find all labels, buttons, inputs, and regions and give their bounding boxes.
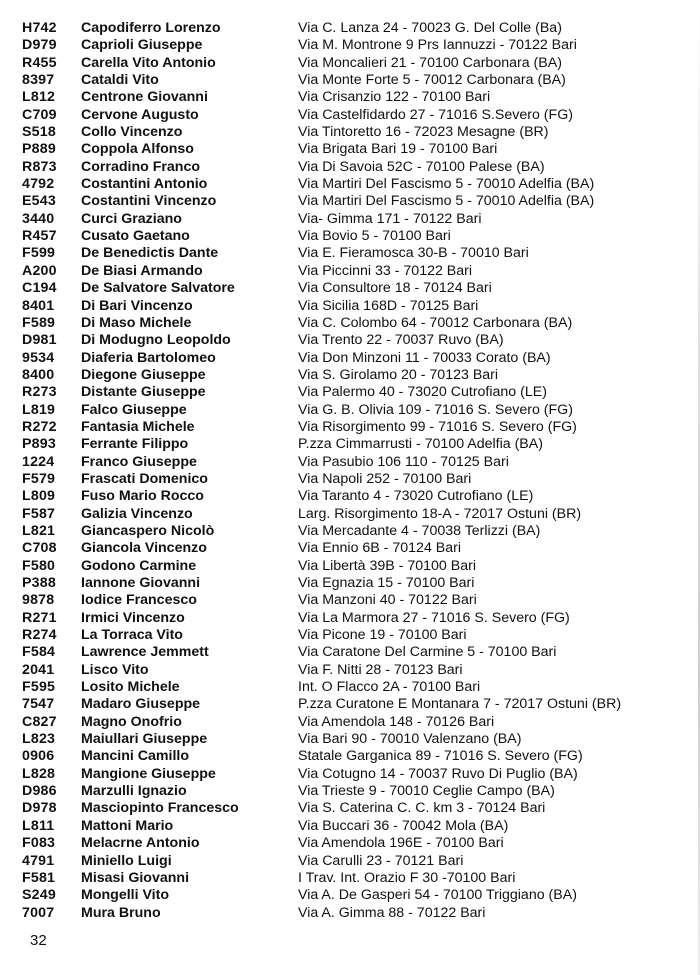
list-item [0, 471, 700, 488]
member-address: Via A. De Gasperi 54 - 70100 Triggiano (BA) [298, 887, 577, 904]
member-code: F587 [22, 505, 56, 522]
list-item [0, 193, 700, 210]
list-item [0, 783, 700, 800]
member-name: Caprioli Giuseppe [81, 37, 203, 54]
member-address: Via Buccari 36 - 70042 Mola (BA) [298, 817, 509, 834]
member-address: Via Martiri Del Fascismo 5 - 70010 Adelfia (BA) [298, 176, 595, 193]
member-code: P889 [22, 141, 56, 158]
list-item [0, 159, 700, 176]
list-item [0, 592, 700, 609]
member-code: F579 [22, 470, 56, 487]
list-item [0, 905, 700, 922]
member-code: 2041 [22, 661, 55, 678]
list-item [0, 72, 700, 89]
member-address: Via Manzoni 40 - 70122 Bari [298, 592, 477, 609]
member-code: L823 [22, 731, 56, 748]
member-code: H742 [22, 20, 57, 36]
member-address: Via Bari 90 - 70010 Valenzano (BA) [298, 731, 522, 748]
member-name: Frascati Domenico [81, 470, 208, 487]
list-item [0, 523, 700, 540]
member-code: E543 [22, 193, 56, 210]
member-address: Via Sicilia 168D - 70125 Bari [298, 297, 479, 314]
member-code: R457 [22, 228, 57, 245]
member-address: Via Egnazia 15 - 70100 Bari [298, 575, 475, 591]
list-item [0, 540, 700, 557]
list-item [0, 853, 700, 870]
member-code: L819 [22, 401, 56, 418]
member-address: Via La Marmora 27 - 71016 S. Severo (FG) [298, 609, 570, 626]
member-address: Via C. Lanza 24 - 70023 G. Del Colle (Ba) [298, 20, 562, 36]
member-address: Via Martiri Del Fascismo 5 - 70010 Adelfia (BA) [298, 193, 595, 210]
member-code: 1224 [22, 453, 55, 470]
member-name: Marzulli Ignazio [81, 783, 187, 800]
member-code: 0906 [22, 748, 55, 765]
member-name: Ferrante Filippo [81, 436, 189, 453]
member-address: Via Castelfidardo 27 - 71016 S.Severo (FG) [298, 106, 573, 123]
member-code: D979 [22, 37, 57, 54]
member-name: Di Modugno Leopoldo [81, 332, 231, 349]
member-name: Fantasia Michele [81, 418, 195, 435]
member-code: S249 [22, 887, 56, 904]
member-address: Via F. Nitti 28 - 70123 Bari [298, 661, 463, 678]
member-code: F584 [22, 644, 56, 661]
member-address: Via Amendola 196E - 70100 Bari [298, 835, 504, 852]
member-code: R273 [22, 384, 57, 401]
member-code: D978 [22, 800, 57, 817]
member-code: D986 [22, 783, 57, 800]
member-code: C709 [22, 106, 57, 123]
member-address: Via Amendola 148 - 70126 Bari [298, 713, 495, 730]
member-name: De Benedictis Dante [81, 245, 219, 262]
member-name: De Biasi Armando [81, 262, 203, 279]
member-code: R271 [22, 609, 57, 626]
member-name: Falco Giuseppe [81, 401, 187, 418]
member-address: Larg. Risorgimento 18-A - 72017 Ostuni (BR) [298, 505, 582, 522]
list-item [0, 627, 700, 644]
list-item [0, 402, 700, 419]
member-code: L812 [22, 89, 56, 106]
list-item [0, 228, 700, 245]
list-item [0, 488, 700, 505]
list-item [0, 575, 700, 592]
list-item [0, 835, 700, 852]
member-code: 4792 [22, 176, 55, 193]
list-item [0, 332, 700, 349]
member-name: Iodice Francesco [81, 592, 197, 609]
member-address: Via Taranto 4 - 73020 Cutrofiano (LE) [298, 488, 534, 505]
member-name: Diaferia Bartolomeo [81, 349, 216, 366]
list-item [0, 176, 700, 193]
member-address: Via Ennio 6B - 70124 Bari [298, 540, 462, 557]
member-code: C827 [22, 713, 57, 730]
member-address: P.zza Cimmarrusti - 70100 Adelfia (BA) [298, 436, 543, 453]
list-item [0, 350, 700, 367]
list-item [0, 436, 700, 453]
list-item [0, 20, 700, 37]
member-name: Mancini Camillo [81, 748, 189, 765]
list-item [0, 887, 700, 904]
member-name: Maiullari Giuseppe [81, 731, 208, 748]
member-list [0, 20, 700, 922]
member-code: 7547 [22, 696, 55, 713]
list-item [0, 506, 700, 523]
member-address: Via G. B. Olivia 109 - 71016 S. Severo (FG) [298, 401, 573, 418]
list-item [0, 89, 700, 106]
member-name: Curci Graziano [81, 210, 182, 227]
member-address: Via S. Caterina C. C. km 3 - 70124 Bari [298, 800, 546, 817]
member-address: Via Don Minzoni 11 - 70033 Corato (BA) [298, 349, 551, 366]
list-item [0, 662, 700, 679]
member-code: D981 [22, 332, 57, 349]
member-name: Losito Michele [81, 679, 180, 696]
list-item [0, 280, 700, 297]
member-code: F595 [22, 679, 56, 696]
list-item [0, 419, 700, 436]
member-code: 8401 [22, 297, 55, 314]
member-name: Cusato Gaetano [81, 228, 190, 245]
list-item [0, 731, 700, 748]
member-address: Via Trieste 9 - 70010 Ceglie Campo (BA) [298, 783, 555, 800]
member-address: Via- Gimma 171 - 70122 Bari [298, 210, 482, 227]
member-name: Corradino Franco [81, 158, 201, 175]
member-name: Di Maso Michele [81, 314, 192, 331]
member-address: Statale Garganica 89 - 71016 S. Severo (FG) [298, 748, 583, 765]
member-code: 8397 [22, 72, 55, 89]
member-name: Franco Giuseppe [81, 453, 197, 470]
member-code: F580 [22, 557, 56, 574]
member-name: Melacrne Antonio [81, 835, 200, 852]
member-code: S518 [22, 124, 56, 141]
member-name: Godono Carmine [81, 557, 197, 574]
member-address: Via Napoli 252 - 70100 Bari [298, 470, 472, 487]
member-address: Via Cotugno 14 - 70037 Ruvo Di Puglio (BA) [298, 765, 578, 782]
member-address: P.zza Curatone E Montanara 7 - 72017 Ostuni (BR) [298, 696, 622, 713]
member-name: Madaro Giuseppe [81, 696, 201, 713]
list-item [0, 298, 700, 315]
member-code: 4791 [22, 852, 55, 869]
member-name: La Torraca Vito [81, 627, 183, 644]
list-item [0, 315, 700, 332]
list-item [0, 245, 700, 262]
member-address: Via Picone 19 - 70100 Bari [298, 627, 467, 644]
list-item [0, 748, 700, 765]
member-address: Via Risorgimento 99 - 71016 S. Severo (FG) [298, 418, 577, 435]
member-address: Via C. Colombo 64 - 70012 Carbonara (BA) [298, 314, 573, 331]
member-name: Capodiferro Lorenzo [81, 20, 221, 36]
member-code: R274 [22, 627, 57, 644]
member-name: Diegone Giuseppe [81, 366, 206, 383]
member-name: Magno Onofrio [81, 713, 182, 730]
member-code: P893 [22, 436, 56, 453]
list-item [0, 211, 700, 228]
member-address: I Trav. Int. Orazio F 30 -70100 Bari [298, 869, 516, 886]
member-code: 9534 [22, 349, 55, 366]
member-address: Via Pasubio 106 110 - 70125 Bari [298, 453, 509, 470]
member-name: Miniello Luigi [81, 852, 172, 869]
member-name: Mura Bruno [81, 904, 161, 921]
member-name: Cervone Augusto [81, 106, 199, 123]
member-name: Lisco Vito [81, 661, 149, 678]
member-address: Via Caratone Del Carmine 5 - 70100 Bari [298, 644, 557, 661]
member-code: 8400 [22, 366, 55, 383]
member-address: Via Consultore 18 - 70124 Bari [298, 280, 492, 297]
member-code: 7007 [22, 904, 55, 921]
member-name: Coppola Alfonso [81, 141, 194, 158]
member-address: Via Tintoretto 16 - 72023 Mesagne (BR) [298, 124, 549, 141]
list-item [0, 558, 700, 575]
member-address: Via Monte Forte 5 - 70012 Carbonara (BA) [298, 72, 566, 89]
member-name: Distante Giuseppe [81, 384, 206, 401]
list-item [0, 454, 700, 471]
member-code: C708 [22, 540, 57, 557]
member-code: R272 [22, 418, 57, 435]
page-number: 32 [30, 932, 47, 949]
list-item [0, 55, 700, 72]
member-code: P388 [22, 575, 56, 591]
member-name: Iannone Giovanni [81, 575, 201, 591]
member-address: Via A. Gimma 88 - 70122 Bari [298, 904, 486, 921]
member-name: Cataldi Vito [81, 72, 159, 89]
member-code: F083 [22, 835, 56, 852]
member-name: Centrone Giovanni [81, 89, 208, 106]
member-address: Via Bovio 5 - 70100 Bari [298, 228, 451, 245]
member-name: Mongelli Vito [81, 887, 170, 904]
member-name: Masciopinto Francesco [81, 800, 239, 817]
member-name: De Salvatore Salvatore [81, 280, 235, 297]
member-address: Int. O Flacco 2A - 70100 Bari [298, 679, 481, 696]
member-name: Galizia Vincenzo [81, 505, 193, 522]
member-address: Via Crisanzio 122 - 70100 Bari [298, 89, 491, 106]
member-code: 3440 [22, 210, 55, 227]
member-name: Collo Vincenzo [81, 124, 183, 141]
list-item [0, 714, 700, 731]
member-name: Fuso Mario Rocco [81, 488, 204, 505]
list-item [0, 124, 700, 141]
list-item [0, 107, 700, 124]
member-address: Via Di Savoia 52C - 70100 Palese (BA) [298, 158, 545, 175]
member-name: Di Bari Vincenzo [81, 297, 193, 314]
member-name: Carella Vito Antonio [81, 54, 216, 71]
list-item [0, 696, 700, 713]
list-item [0, 610, 700, 627]
member-name: Giancaspero Nicolò [81, 522, 215, 539]
member-code: 9878 [22, 592, 55, 609]
member-name: Giancola Vincenzo [81, 540, 207, 557]
member-code: F599 [22, 245, 56, 262]
member-name: Mattoni Mario [81, 817, 174, 834]
list-item [0, 800, 700, 817]
member-name: Irmici Vincenzo [81, 609, 185, 626]
member-name: Lawrence Jemmett [81, 644, 209, 661]
member-code: F581 [22, 869, 56, 886]
member-code: L828 [22, 765, 56, 782]
member-code: L811 [22, 817, 55, 834]
member-code: R455 [22, 54, 57, 71]
list-item [0, 679, 700, 696]
list-item [0, 766, 700, 783]
list-item [0, 818, 700, 835]
member-address: Via Moncalieri 21 - 70100 Carbonara (BA) [298, 54, 562, 71]
list-item [0, 644, 700, 661]
member-code: F589 [22, 314, 56, 331]
list-item [0, 141, 700, 158]
member-code: L821 [22, 522, 56, 539]
list-item [0, 870, 700, 887]
member-name: Mangione Giuseppe [81, 765, 216, 782]
member-code: R873 [22, 158, 57, 175]
member-name: Misasi Giovanni [81, 869, 190, 886]
member-name: Costantini Antonio [81, 176, 208, 193]
member-address: Via Carulli 23 - 70121 Bari [298, 852, 464, 869]
member-address: Via S. Girolamo 20 - 70123 Bari [298, 366, 499, 383]
member-address: Via Trento 22 - 70037 Ruvo (BA) [298, 332, 504, 349]
member-code: A200 [22, 262, 57, 279]
member-address: Via M. Montrone 9 Prs Iannuzzi - 70122 Bari [298, 37, 577, 54]
member-address: Via Palermo 40 - 73020 Cutrofiano (LE) [298, 384, 547, 401]
member-address: Via Brigata Bari 19 - 70100 Bari [298, 141, 498, 158]
list-item [0, 367, 700, 384]
list-item [0, 384, 700, 401]
member-code: C194 [22, 280, 57, 297]
member-address: Via Mercadante 4 - 70038 Terlizzi (BA) [298, 522, 541, 539]
member-code: L809 [22, 488, 56, 505]
list-item [0, 37, 700, 54]
list-item [0, 263, 700, 280]
member-address: Via Libertà 39B - 70100 Bari [298, 557, 476, 574]
member-address: Via Piccinni 33 - 70122 Bari [298, 262, 473, 279]
member-address: Via E. Fieramosca 30-B - 70010 Bari [298, 245, 529, 262]
member-name: Costantini Vincenzo [81, 193, 217, 210]
